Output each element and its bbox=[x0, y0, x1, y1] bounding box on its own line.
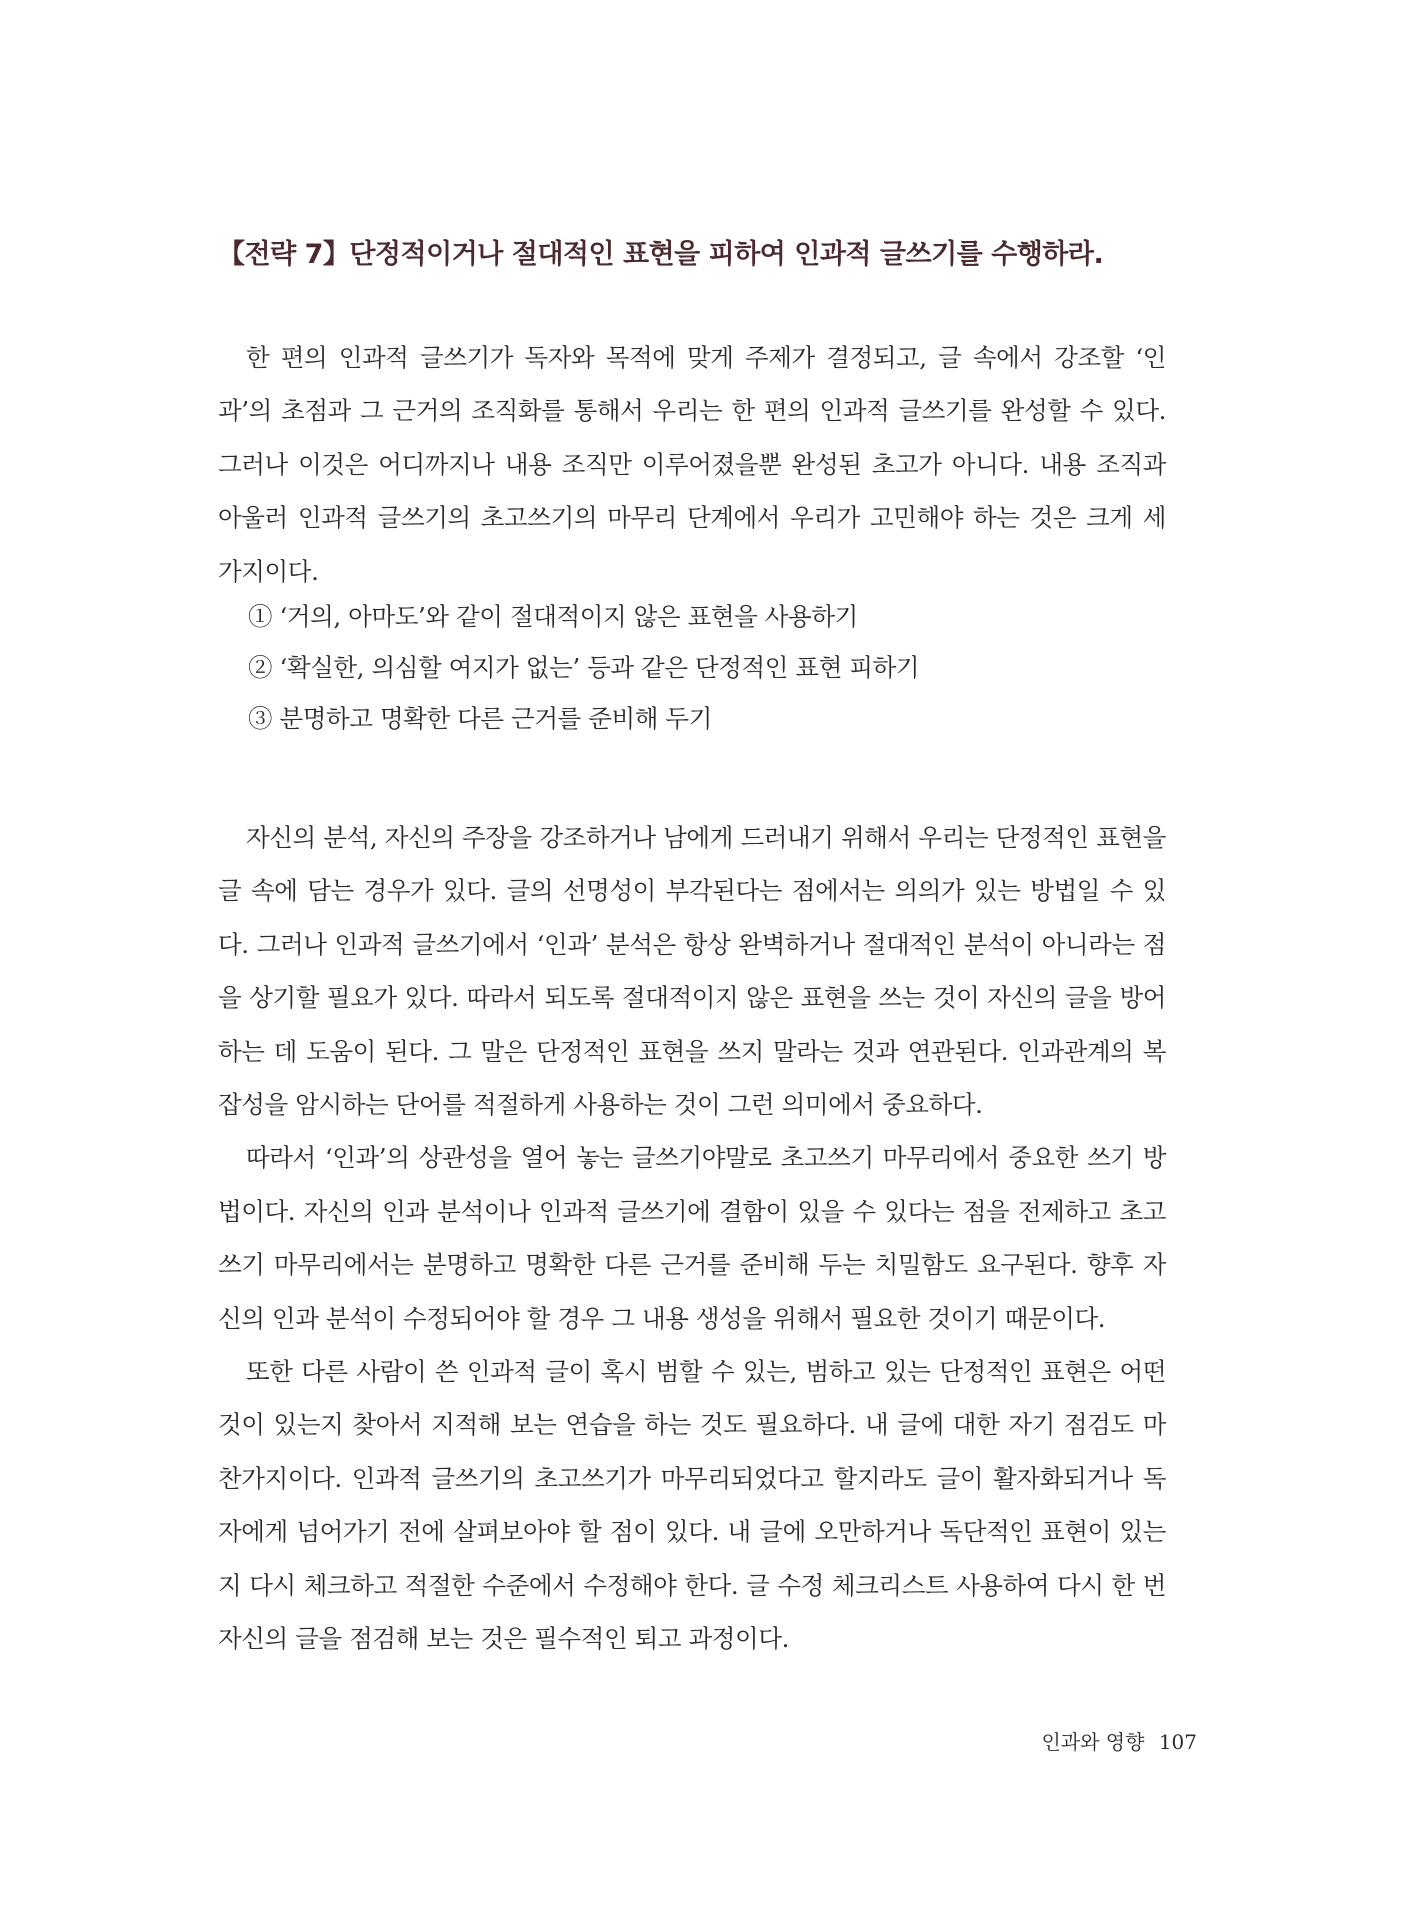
intro-paragraph: 한 편의 인과적 글쓰기가 독자와 목적에 맞게 주제가 결정되고, 글 속에서 강조할 ‘인과’의 초점과 그 근거의 조직화를 통해서 우리는 한 편의 인과적 글쓰기를 완성할 수 있다. 그러나 이것은 어디까지나 내용 조직만 이루어졌을뿐 완성된 초고가 아니다. 내용 조직과 아울러 인과적 글쓰기의 초고쓰기의 마무리 단계에서 우리가 고민해야 하는 것은 크게 세 가지이다. bbox=[218, 343, 1167, 586]
checklist bbox=[248, 591, 1148, 744]
list-item: ③ 분명하고 명확한 다른 근거를 준비해 두기 bbox=[248, 704, 712, 733]
body-paragraph: 또한 다른 사람이 쓴 인과적 글이 혹시 범할 수 있는, 범하고 있는 단정적인 표현은 어떤 것이 있는지 찾아서 지적해 보는 연습을 하는 것도 필요하다. 내 글에 대한 자기 점검도 마찬가지이다. 인과적 글쓰기의 초고쓰기가 마무리되었다고 할지라도 글이 활자화되거나 독자에게 넘어가기 전에 살펴보아야 할 점이 있다. 내 글에 오만하거나 독단적인 표현이 있는지 다시 체크하고 적절한 수준에서 수정해야 한다. 글 수정 체크리스트 사용하여 다시 한 번 자신의 글을 점검해 보는 것은 필수적인 퇴고 과정이다. bbox=[218, 1357, 1166, 1654]
page-number: 107 bbox=[1158, 1730, 1197, 1754]
intro-section bbox=[218, 331, 1166, 598]
strategy-heading: 【전략 7】단정적이거나 절대적인 표현을 피하여 인과적 글쓰기를 수행하라. bbox=[218, 239, 1104, 270]
page-footer bbox=[1041, 1726, 1197, 1755]
list-item: ② ‘확실한, 의심할 여지가 없는’ 등과 같은 단정적인 표현 피하기 bbox=[248, 653, 920, 682]
list-item: ① ‘거의, 아마도’와 같이 절대적이지 않은 표현을 사용하기 bbox=[248, 602, 858, 631]
body-section bbox=[218, 811, 1166, 1666]
body-paragraph: 따라서 ‘인과’의 상관성을 열어 놓는 글쓰기야말로 초고쓰기 마무리에서 중요한 쓰기 방법이다. 자신의 인과 분석이나 인과적 글쓰기에 결함이 있을 수 있다는 점을 전제하고 초고쓰기 마무리에서는 분명하고 명확한 다른 근거를 준비해 두는 치밀함도 요구된다. 향후 자신의 인과 분석이 수정되어야 할 경우 그 내용 생성을 위해서 필요한 것이기 때문이다. bbox=[218, 1143, 1166, 1333]
section-title: 인과와 영향 bbox=[1041, 1730, 1145, 1754]
body-paragraph: 자신의 분석, 자신의 주장을 강조하거나 남에게 드러내기 위해서 우리는 단정적인 표현을 글 속에 담는 경우가 있다. 글의 선명성이 부각된다는 점에서는 의의가 있는 방법일 수 있다. 그러나 인과적 글쓰기에서 ‘인과’ 분석은 항상 완벽하거나 절대적인 분석이 아니라는 점을 상기할 필요가 있다. 따라서 되도록 절대적이지 않은 표현을 쓰는 것이 자신의 글을 방어하는 데 도움이 된다. 그 말은 단정적인 표현을 쓰지 말라는 것과 연관된다. 인과관계의 복잡성을 암시하는 단어를 적절하게 사용하는 것이 그런 의미에서 중요하다. bbox=[218, 823, 1166, 1120]
